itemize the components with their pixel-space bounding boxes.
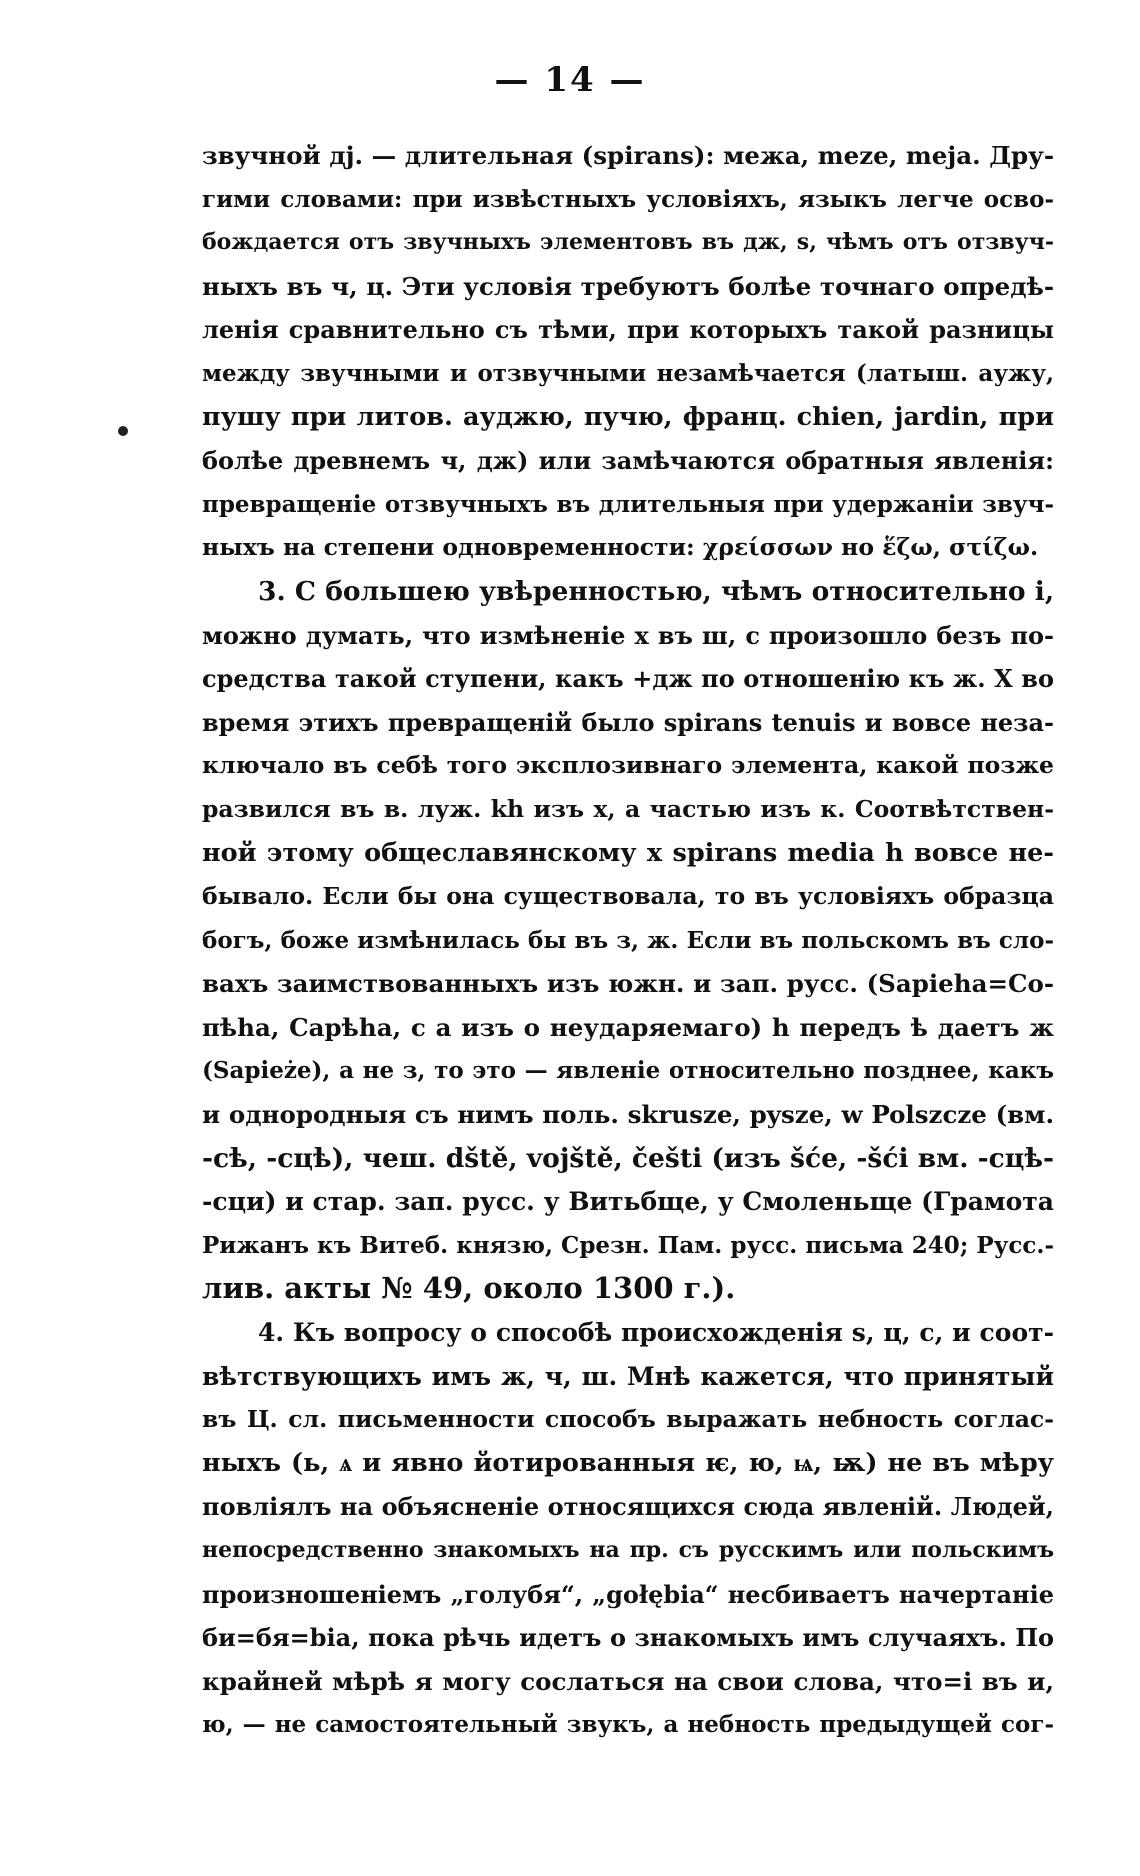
text-line: гими словами: при извѣстныхъ условіяхъ, языкъ легче осво- xyxy=(202,185,1054,213)
text-line: ключало въ себѣ того эксплозивнаго элемента, какой позже xyxy=(202,751,1054,780)
text-line: пушу при литов. ауджю, пучю, франц. chien, jardin, при xyxy=(202,401,1054,432)
text-line: въ Ц. сл. письменности способъ выражать небность соглас- xyxy=(202,1405,1054,1434)
text-line: пѣhа, Capѣha, с а изъ о неударяемаго) h передъ ѣ даетъ ж xyxy=(202,1012,1054,1042)
text-line: ленія сравнительно съ тѣми, при которыхъ такой разницы xyxy=(202,315,1054,345)
text-line: крайней мѣрѣ я могу сослаться на свои слова, что=і въ и, xyxy=(202,1666,1054,1696)
text-line: богъ, боже измѣнилась бы въ з, ж. Если въ польскомъ въ сло- xyxy=(202,926,1054,954)
text-line: между звучными и отзвучными незамѣчается (латыш. аужу, xyxy=(202,359,1054,387)
text-line: ю, — не самостоятельный звукъ, а небность предыдущей сог- xyxy=(202,1711,1054,1739)
text-line: (Sapieże), а не з, то это — явленіе относительно позднее, какъ xyxy=(202,1057,1054,1085)
text-line: ныхъ въ ч, ц. Эти условія требуютъ болѣе точнаго опредѣ- xyxy=(202,271,1054,301)
text-line: средства такой ступени, какъ +дж по отношенію къ ж. Х во xyxy=(202,664,1054,694)
text-line: Рижанъ къ Витеб. князю, Срезн. Пам. русс. письма 240; Русс.- xyxy=(202,1231,1054,1259)
text-line: вѣтствующихъ имъ ж, ч, ш. Мнѣ кажется, что принятый xyxy=(202,1361,1054,1391)
text-line: лив. акты № 49, около 1300 г.). xyxy=(202,1271,736,1306)
text-line: развился въ в. луж. kh изъ x, а частью изъ к. Соотвѣтствен- xyxy=(202,794,1054,823)
text-line: произношеніемъ „голубя“, „gołębia“ несбиваетъ начертаніе xyxy=(202,1579,1054,1609)
paragraph-4-start: 4. Къ вопросу о способѣ происхожденія s, ц, с, и соот- xyxy=(258,1318,1054,1348)
text-line: ныхъ (ь, ѧ и явно йотированныя ѥ, ю, ѩ, ѭ) не въ мѣру xyxy=(202,1447,1054,1478)
text-line: вахъ заимствованныхъ изъ южн. и зап. русс. (Sapieha=Со- xyxy=(202,969,1054,999)
text-line: -сци) и стар. зап. русс. у Витьбще, у Смоленьще (Грамота xyxy=(202,1187,1054,1217)
text-line: бождается отъ звучныхъ элементовъ въ дж, s, чѣмъ отъ отзвуч- xyxy=(202,229,1054,256)
text-line: и однородныя съ нимъ поль. skrusze, pysze, w Polszcze (вм. xyxy=(202,1100,1054,1130)
text-line: время этихъ превращеній было spirans tenuis и вовсе неза- xyxy=(202,707,1054,737)
paragraph-3-start: 3. С большею увѣренностью, чѣмъ относительно і, xyxy=(258,575,1054,607)
text-line: ной этому общеславянскому x spirans media h вовсе не- xyxy=(202,837,1054,868)
text-line: бывало. Если бы она существовала, то въ условіяхъ образца xyxy=(202,882,1054,911)
text-line: болѣе древнемъ ч, дж) или замѣчаются обратныя явленія: xyxy=(202,446,1054,476)
text-line: непосредственно знакомыхъ на пр. съ русскимъ или польскимъ xyxy=(202,1537,1054,1563)
text-line: -сѣ, -сцѣ), чеш. dště, vojště, češti (изъ šće, -šći вм. -сцѣ- xyxy=(202,1142,1054,1174)
text-line: можно думать, что измѣненіе х въ ш, с произошло безъ по- xyxy=(202,620,1054,650)
text-line: превращеніе отзвучныхъ въ длительныя при удержаніи звуч- xyxy=(202,490,1054,518)
text-line: би=бя=bia, пока рѣчь идетъ о знакомыхъ имъ случаяхъ. По xyxy=(202,1623,1054,1653)
text-line: звучной дј. — длительная (spirans): межа, meze, meja. Дру- xyxy=(202,141,1054,170)
margin-dot-mark xyxy=(118,426,128,436)
page-number: — 14 — xyxy=(494,60,646,100)
body-text xyxy=(202,134,1054,1747)
text-line: повліялъ на объясненіе относящихся сюда явленій. Людей, xyxy=(202,1492,1054,1522)
text-line: ныхъ на степени одновременности: χρείσσων но ἕζω, στίζω. xyxy=(202,533,1039,562)
